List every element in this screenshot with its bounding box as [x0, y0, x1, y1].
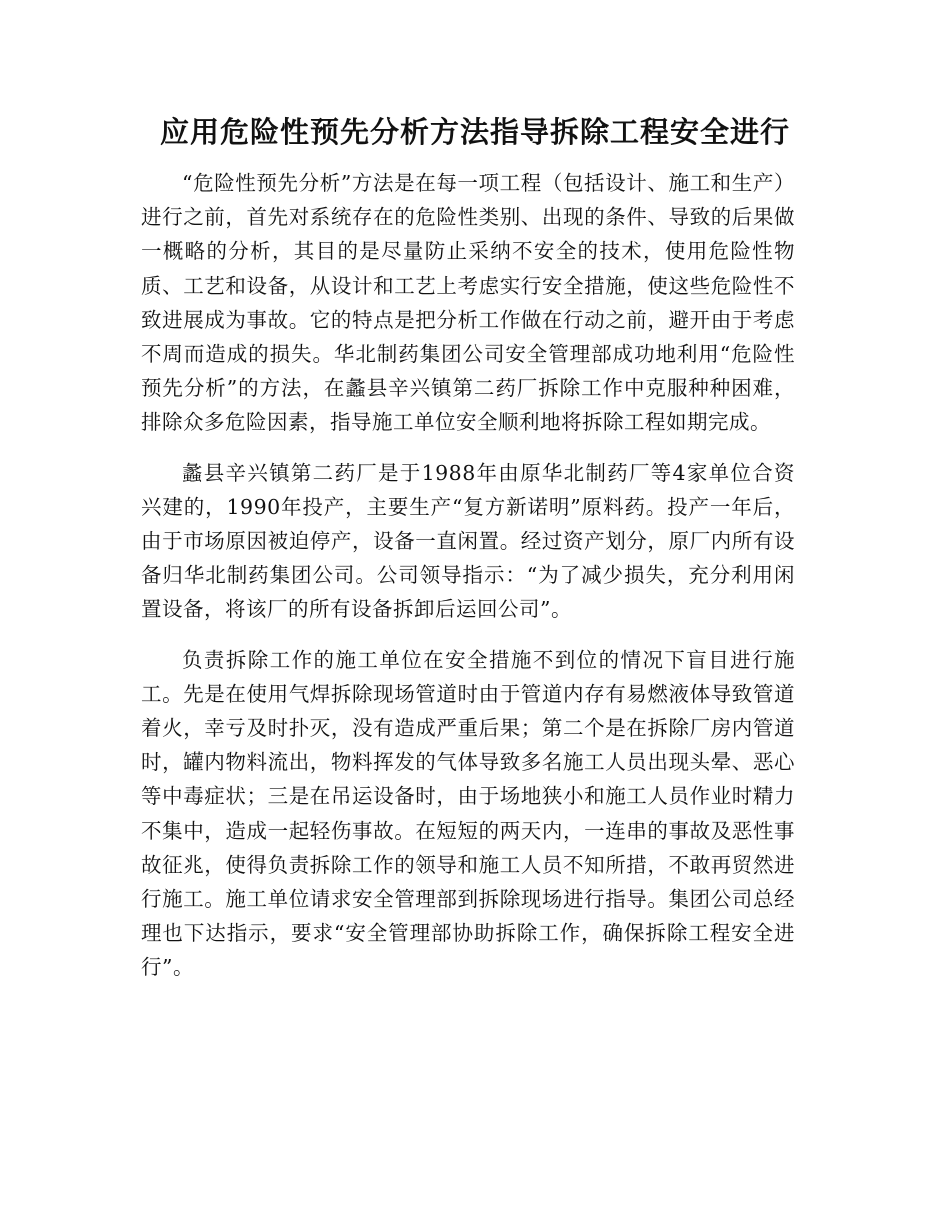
document-title: 应用危险性预先分析方法指导拆除工程安全进行	[159, 115, 790, 149]
paragraph-2: 蠡县辛兴镇第二药厂是于1988年由原华北制药厂等4家单位合资兴建的，1990年投产，主要生产“复方新诺明”原料药。投产一年后，由于市场原因被迫停产，设备一直闲置。经过资产划分，原厂内所有设备归华北制药集团公司。公司领导指示：“为了减少损失，充分利用闲置设备，将该厂的所有设备拆卸后运回公司”。	[141, 460, 795, 622]
document-body	[141, 166, 795, 1001]
paragraph-1: “危险性预先分析”方法是在每一项工程（包括设计、施工和生产）进行之前，首先对系统存在的危险性类别、出现的条件、导致的后果做一概略的分析，其目的是尽量防止采纳不安全的技术，使用危险性物质、工艺和设备，从设计和工艺上考虑实行安全措施，使这些危险性不致进展成为事故。它的特点是把分析工作做在行动之前，避开由于考虑不周而造成的损失。华北制药集团公司安全管理部成功地利用“危险性预先分析”的方法，在蠡县辛兴镇第二药厂拆除工作中克服种种困难，排除众多危险因素，指导施工单位安全顺利地将拆除工程如期完成。	[141, 171, 795, 435]
paragraph-3: 负责拆除工作的施工单位在安全措施不到位的情况下盲目进行施工。先是在使用气焊拆除现场管道时由于管道内存有易燃液体导致管道着火，幸亏及时扑灭，没有造成严重后果；第二个是在拆除厂房内管道时，罐内物料流出，物料挥发的气体导致多名施工人员出现头晕、恶心等中毒症状；三是在吊运设备时，由于场地狭小和施工人员作业时精力不集中，造成一起轻伤事故。在短短的两天内，一连串的事故及恶性事故征兆，使得负责拆除工作的领导和施工人员不知所措，不敢再贸然进行施工。施工单位请求安全管理部到拆除现场进行指导。集团公司总经理也下达指示，要求“安全管理部协助拆除工作，确保拆除工程安全进行”。	[141, 647, 795, 980]
